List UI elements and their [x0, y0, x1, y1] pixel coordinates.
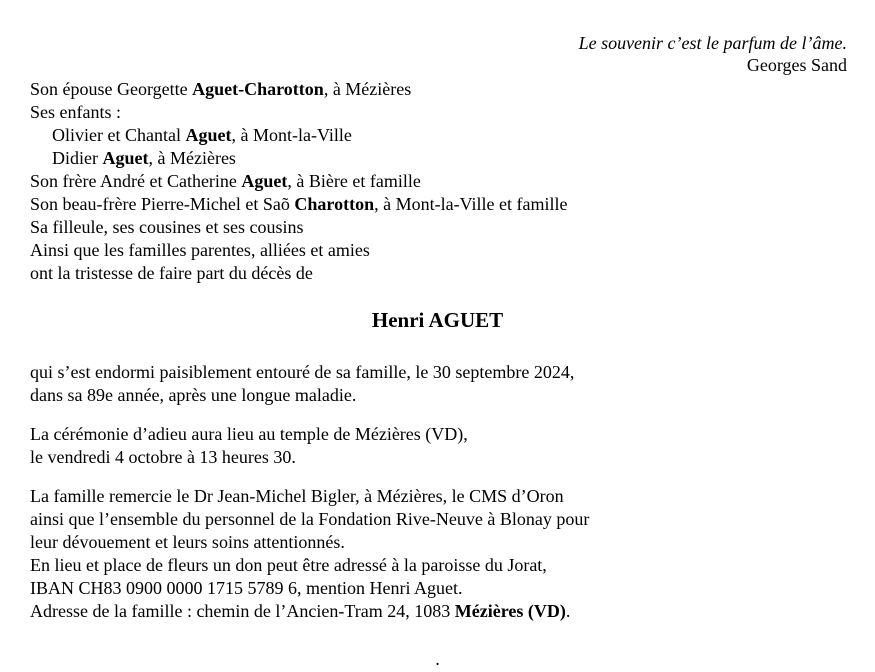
paragraph-thanks-and-address	[0, 485, 875, 623]
text-line	[30, 577, 875, 600]
paragraph-ceremony	[0, 423, 875, 469]
text-line	[30, 508, 875, 531]
text-segment: le vendredi 4 octobre à 13 heures 30.	[30, 447, 296, 467]
text-line	[30, 423, 875, 446]
text-segment: qui s’est endormi paisiblement entouré de sa famille, le 30 septembre 2024,	[30, 362, 575, 382]
epigraph-quote: Le souvenir c’est le parfum de l’âme.	[578, 33, 847, 53]
text-line	[30, 485, 875, 508]
paragraph-death-details	[0, 361, 875, 407]
text-segment: , à Mont-la-Ville et famille	[374, 194, 568, 214]
text-line	[30, 446, 875, 469]
text-segment: Adresse de la famille : chemin de l’Ancien-Tram 24, 1083	[30, 601, 455, 621]
text-segment: La cérémonie d’adieu aura lieu au temple de Mézières (VD),	[30, 424, 468, 444]
text-line	[30, 262, 875, 285]
text-line	[30, 554, 875, 577]
emphasized-name: Aguet-Charotton	[192, 79, 324, 99]
deceased-name-heading: Henri AGUET	[371, 308, 504, 332]
text-segment: , à Mont-la-Ville	[231, 125, 352, 145]
text-segment: , à Mézières	[148, 148, 236, 168]
emphasized-name: Mézières (VD)	[454, 601, 566, 621]
text-segment: leur dévouement et leurs soins attentionnés.	[30, 532, 345, 552]
text-segment: La famille remercie le Dr Jean-Michel Bigler, à Mézières, le CMS d’Oron	[30, 486, 564, 506]
text-line	[30, 193, 875, 216]
emphasized-name: Charotton	[294, 194, 375, 214]
text-segment: ainsi que l’ensemble du personnel de la Fondation Rive-Neuve à Blonay pour	[30, 509, 590, 529]
text-segment: , à Bière et famille	[287, 171, 421, 191]
text-line	[30, 170, 875, 193]
text-segment: , à Mézières	[323, 79, 412, 99]
text-segment: Sa filleule, ses cousines et ses cousins	[30, 217, 304, 237]
emphasized-name: Aguet	[185, 125, 232, 145]
text-segment: Olivier et Chantal	[52, 125, 186, 145]
text-segment: En lieu et place de fleurs un don peut être adressé à la paroisse du Jorat,	[30, 555, 547, 575]
text-segment: IBAN CH83 0900 0000 1715 5789 6, mention Henri Aguet.	[30, 578, 463, 598]
text-line	[30, 384, 875, 407]
text-segment: Son frère André et Catherine	[30, 171, 242, 191]
text-line	[30, 216, 875, 239]
epigraph-author: Georges Sand	[746, 55, 847, 75]
text-segment: .	[565, 601, 571, 621]
text-line	[30, 147, 875, 170]
text-line	[30, 78, 875, 101]
text-segment: Son beau-frère Pierre-Michel et Saõ	[30, 194, 295, 214]
closing-mark: .	[435, 649, 440, 669]
epigraph	[0, 32, 875, 76]
text-line	[30, 531, 875, 554]
text-line	[30, 101, 875, 124]
text-segment: Didier	[52, 148, 103, 168]
text-segment: Ses enfants :	[30, 102, 121, 122]
text-segment: Son épouse Georgette	[30, 79, 193, 99]
text-line	[30, 361, 875, 384]
text-line	[30, 600, 875, 623]
text-line	[30, 124, 875, 147]
text-segment: dans sa 89e année, après une longue maladie.	[30, 385, 357, 405]
family-list	[0, 78, 875, 285]
text-segment: ont la tristesse de faire part du décès de	[30, 263, 313, 283]
text-line	[30, 239, 875, 262]
emphasized-name: Aguet	[241, 171, 288, 191]
emphasized-name: Aguet	[102, 148, 149, 168]
text-segment: Ainsi que les familles parentes, alliées et amies	[30, 240, 370, 260]
